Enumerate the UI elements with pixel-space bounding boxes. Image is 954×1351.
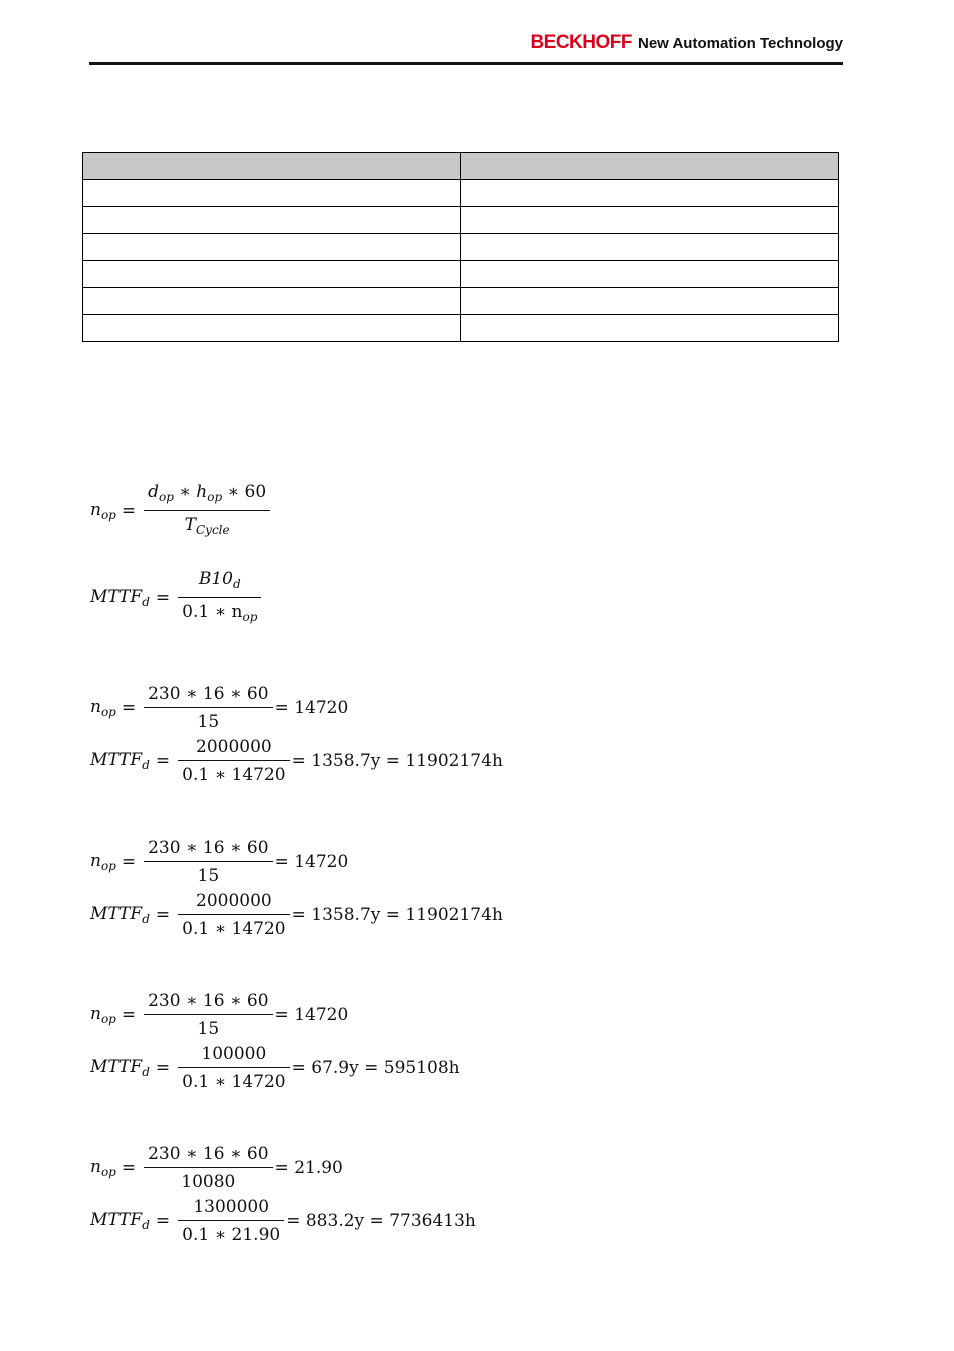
formula-nop-general bbox=[90, 481, 272, 541]
table-cell bbox=[461, 288, 839, 315]
table-cell bbox=[461, 261, 839, 288]
table-row bbox=[83, 315, 839, 342]
brand-logo: BECKHOFF bbox=[530, 32, 632, 53]
result: = 14720 bbox=[274, 698, 349, 718]
denominator: 0.1 ∗ $n_{op}$ bbox=[178, 597, 261, 628]
brand-tagline: New Automation Technology bbox=[638, 35, 843, 52]
brand bbox=[530, 32, 843, 54]
formula-nop-example-2: $n_{op}$ = $\frac{230 ∗ 16 ∗ 60}{15}$ = 14720 bbox=[90, 838, 349, 886]
table-row bbox=[83, 288, 839, 315]
fraction bbox=[180, 568, 259, 628]
equals-sign: = bbox=[155, 588, 171, 608]
fraction: $\frac{230 ∗ 16 ∗ 60}{15}$ bbox=[146, 837, 270, 887]
table-cell bbox=[83, 261, 461, 288]
fraction: $\frac{230 ∗ 16 ∗ 60}{15}$ bbox=[146, 990, 270, 1040]
result: = 67.9y = 595108h bbox=[291, 1058, 460, 1078]
table-cell bbox=[83, 234, 461, 261]
fraction: $\frac{230 ∗ 16 ∗ 60}{10080}$ bbox=[146, 1143, 270, 1193]
formula-mttf-general bbox=[90, 568, 263, 628]
table-row bbox=[83, 234, 839, 261]
equals-sign: = bbox=[121, 501, 137, 521]
table-header-row bbox=[83, 153, 839, 180]
table-cell bbox=[83, 153, 461, 180]
formula-nop-example-1: $n_{op}$ = $\frac{230 ∗ 16 ∗ 60}{15}$ = 14720 bbox=[90, 684, 349, 732]
nop-symbol: $n_{op}$ bbox=[90, 500, 116, 522]
numerator: $B10_d$ bbox=[198, 569, 241, 591]
header-rule bbox=[89, 62, 843, 65]
denominator: $T_{Cycle}$ bbox=[144, 510, 270, 541]
result: = 14720 bbox=[274, 1005, 349, 1025]
fraction: $\frac{1300000}{0.1 ∗ 21.90}$ bbox=[180, 1196, 282, 1246]
formula-nop-example-4: $n_{op}$ = $\frac{230 ∗ 16 ∗ 60}{10080}$ = 21.90 bbox=[90, 1144, 343, 1192]
formula-mttf-example-4: $MTTF_d$ = $\frac{1300000}{0.1 ∗ 21.90}$ = 883.2y = 7736413h bbox=[90, 1197, 476, 1245]
formula-mttf-example-3: $MTTF_d$ = $\frac{100000}{0.1 ∗ 14720}$ = 67.9y = 595108h bbox=[90, 1044, 460, 1092]
result: = 883.2y = 7736413h bbox=[286, 1211, 476, 1231]
empty-table bbox=[82, 152, 839, 342]
table-cell bbox=[83, 288, 461, 315]
formula-mttf-example-2: $MTTF_d$ = $\frac{2000000}{0.1 ∗ 14720}$ = 1358.7y = 11902174h bbox=[90, 891, 503, 939]
mttf-symbol: $MTTF_d$ bbox=[90, 587, 150, 609]
table-cell bbox=[83, 315, 461, 342]
table-cell bbox=[461, 180, 839, 207]
table-cell bbox=[83, 180, 461, 207]
table-cell bbox=[461, 234, 839, 261]
fraction: $\frac{100000}{0.1 ∗ 14720}$ bbox=[180, 1043, 287, 1093]
table-cell bbox=[461, 315, 839, 342]
table-cell bbox=[461, 153, 839, 180]
table-row bbox=[83, 180, 839, 207]
table-cell bbox=[461, 207, 839, 234]
result: = 1358.7y = 11902174h bbox=[291, 905, 503, 925]
result: = 1358.7y = 11902174h bbox=[291, 751, 503, 771]
formula-mttf-example-1: $MTTF_d$ = $\frac{2000000}{0.1 ∗ 14720}$ = 1358.7y = 11902174h bbox=[90, 737, 503, 785]
fraction bbox=[146, 481, 268, 541]
result: = 21.90 bbox=[274, 1158, 343, 1178]
fraction: $\frac{2000000}{0.1 ∗ 14720}$ bbox=[180, 736, 287, 786]
table-row bbox=[83, 261, 839, 288]
numerator: $d_{op}$ ∗ $h_{op}$ ∗ 60 bbox=[148, 482, 267, 504]
page-header bbox=[89, 28, 843, 66]
fraction: $\frac{2000000}{0.1 ∗ 14720}$ bbox=[180, 890, 287, 940]
result: = 14720 bbox=[274, 852, 349, 872]
table-row bbox=[83, 207, 839, 234]
table-cell bbox=[83, 207, 461, 234]
formula-nop-example-3: $n_{op}$ = $\frac{230 ∗ 16 ∗ 60}{15}$ = 14720 bbox=[90, 991, 349, 1039]
fraction: $\frac{230 ∗ 16 ∗ 60}{15}$ bbox=[146, 683, 270, 733]
